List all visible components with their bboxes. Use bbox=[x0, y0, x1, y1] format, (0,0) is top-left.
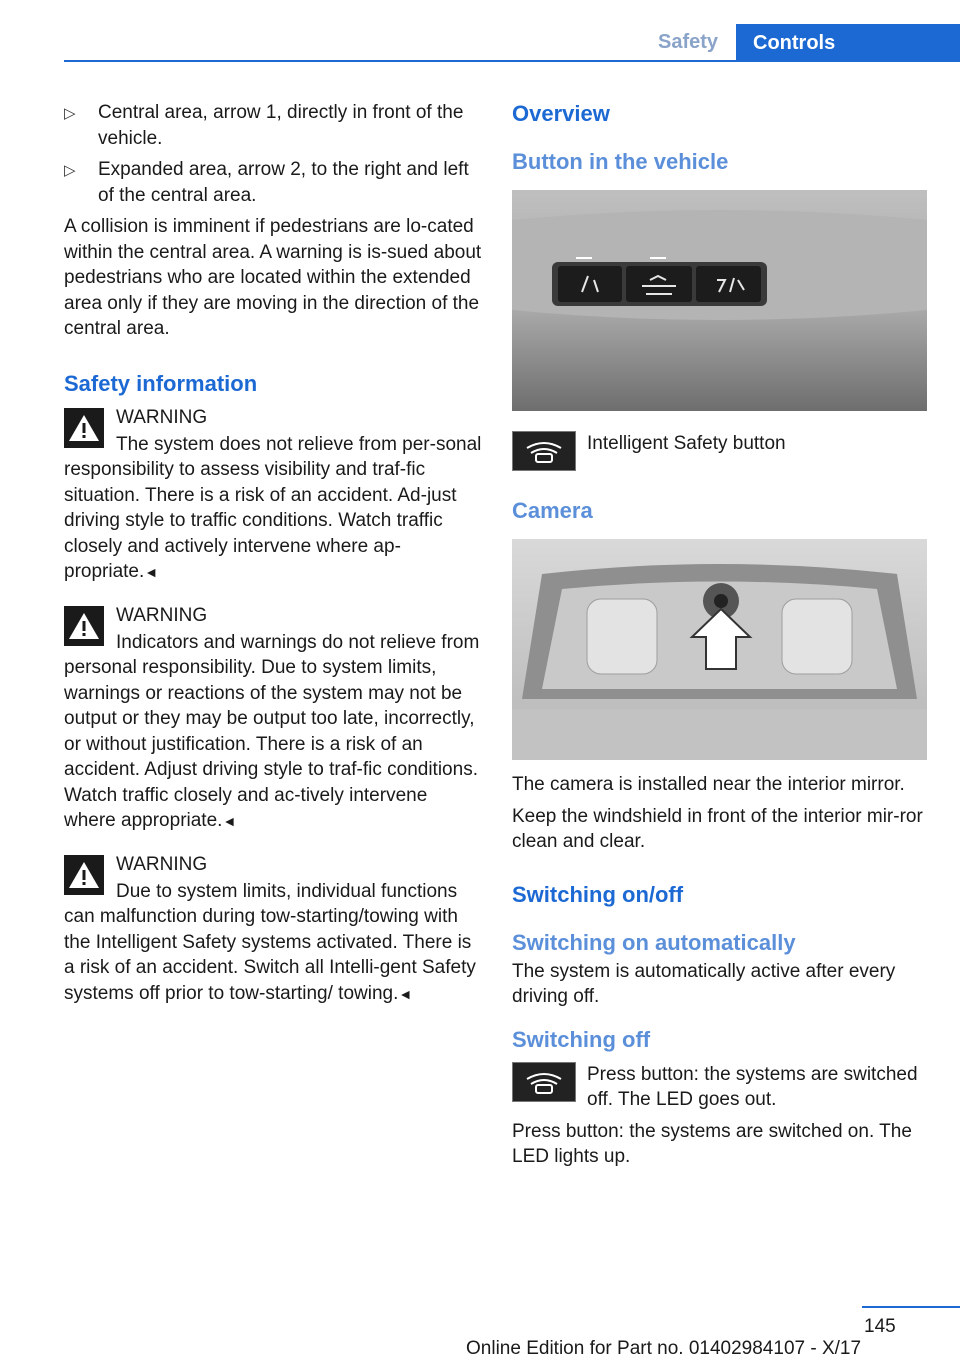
camera-text: Keep the windshield in front of the interior mir-ror clean and clear. bbox=[512, 805, 923, 852]
end-mark: ◄ bbox=[222, 813, 237, 829]
collision-paragraph: A collision is imminent if pedestrians are lo-cated within the central area. A warning is is-sued about pedestrians who are located within the extended area only if they are moving in the direction of the central area. bbox=[64, 216, 482, 339]
header-rule bbox=[64, 60, 960, 62]
button-in-vehicle-heading: Button in the vehicle bbox=[512, 149, 729, 174]
right-column bbox=[512, 100, 930, 1176]
switching-on-text: Press button: the systems are switched on. The LED lights up. bbox=[512, 1120, 912, 1167]
switching-off-heading: Switching off bbox=[512, 1026, 651, 1052]
warning-block bbox=[64, 851, 482, 1008]
button-panel-photo bbox=[512, 190, 927, 411]
left-column bbox=[64, 100, 482, 1017]
intelligent-safety-icon bbox=[512, 431, 576, 471]
auto-text: The system is automatically active after every driving off. bbox=[512, 960, 896, 1007]
camera-text: The camera is installed near the interior mirror. bbox=[512, 774, 905, 795]
warning-triangle-icon bbox=[64, 606, 104, 646]
button-caption-row bbox=[512, 431, 930, 471]
edition-footer: Online Edition for Part no. 01402984107 - X/17 bbox=[466, 1338, 862, 1359]
bullet-triangle-icon: ▷ bbox=[64, 105, 76, 122]
intelligent-safety-icon bbox=[512, 1062, 576, 1102]
switching-on-automatically-heading: Switching on automatically bbox=[512, 929, 796, 955]
warning-block bbox=[64, 602, 482, 835]
page-number: 145 bbox=[864, 1316, 896, 1337]
bullet-item bbox=[64, 100, 482, 151]
switching-on-off-heading: Switching on/off bbox=[512, 881, 684, 907]
bullet-triangle-icon: ▷ bbox=[64, 162, 76, 179]
warning-triangle-icon bbox=[64, 408, 104, 448]
bullet-text: Expanded area, arrow 2, to the right and left of the central area. bbox=[98, 159, 469, 206]
switching-off-text: Press button: the systems are switched off. The LED goes out. bbox=[587, 1063, 918, 1110]
warning-title: WARNING bbox=[116, 406, 208, 428]
button-caption: Intelligent Safety button bbox=[587, 433, 786, 454]
camera-heading: Camera bbox=[512, 498, 593, 523]
camera-photo bbox=[512, 539, 927, 760]
safety-information-heading: Safety information bbox=[64, 370, 258, 396]
end-mark: ◄ bbox=[398, 985, 413, 1002]
warning-body: Indicators and warnings do not relieve from personal responsibility. Due to system limits, warnings or reactions of the system may not be output or they may be output too late, incorrectly, or without justification. There is a risk of an accident. Adjust driving style to traf-fic conditions. Watch traffic closely and ac-tively intervene where appropriate. bbox=[64, 631, 480, 831]
warning-body: Due to system limits, individual functions can malfunction during tow-starting/towing with the Intelligent Safety systems activated. There is a risk of an accident. Switch all Intelli-gent Safety systems off prior to tow-starting/ towing. bbox=[64, 880, 476, 1004]
end-mark: ◄ bbox=[144, 564, 159, 580]
footer-rule bbox=[862, 1306, 960, 1308]
warning-title: WARNING bbox=[116, 604, 208, 626]
warning-block bbox=[64, 404, 482, 586]
bullet-text: Central area, arrow 1, directly in front of the vehicle. bbox=[98, 102, 464, 149]
overview-heading: Overview bbox=[512, 101, 610, 126]
warning-title: WARNING bbox=[116, 853, 208, 875]
header-chapter-controls: Controls bbox=[736, 24, 960, 62]
bullet-item bbox=[64, 157, 482, 208]
switching-off-row bbox=[512, 1062, 930, 1113]
header-section-safety: Safety bbox=[657, 31, 719, 53]
warning-triangle-icon bbox=[64, 855, 104, 895]
warning-body: The system does not relieve from per-sonal responsibility to assess visibility and traf-fic situation. There is a risk of an accident. Ad-just driving style to traffic conditions. Watch traffic closely and actively intervene where ap-propriate. bbox=[64, 433, 482, 582]
